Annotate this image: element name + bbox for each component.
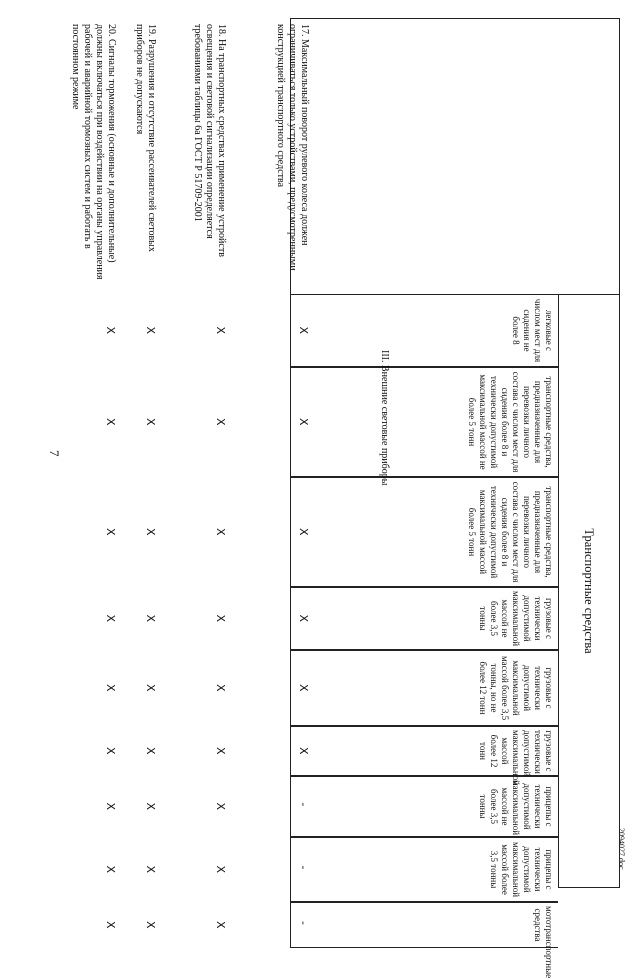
compliance-mark: X xyxy=(104,528,117,536)
compliance-mark: X xyxy=(104,802,117,811)
compliance-mark: X xyxy=(214,528,227,536)
compliance-mark: X xyxy=(104,921,117,929)
compliance-mark: X xyxy=(144,418,157,426)
column-header-3: транспортные средства, предназначенные для перевозки личного состава с числом мест для сидения более 8 и технически допустимой максимальной массой более 5 тонн xyxy=(290,477,558,587)
requirement-text-20: 20. Сигналы торможения (основные и дополнительные) должны включаться при воздействии на органы управления рабочей и аварийной тормозных систем и работать в постоянном режиме xyxy=(70,24,117,280)
compliance-mark: X xyxy=(104,326,117,335)
compliance-mark: X xyxy=(144,802,157,811)
header-table xyxy=(290,18,620,978)
compliance-mark: X xyxy=(214,865,227,874)
compliance-mark: X xyxy=(144,747,157,755)
compliance-mark: X xyxy=(144,684,157,692)
compliance-mark: X xyxy=(104,418,117,426)
compliance-mark: X xyxy=(297,528,310,536)
compliance-mark: X xyxy=(214,921,227,929)
column-header-8: прицепы с технически допустимой максимальной массой более 3,5 тонны xyxy=(290,837,558,902)
compliance-mark: X xyxy=(297,684,310,692)
column-header-2: транспортные средства, предназначенные для перевозки личного состава с числом мест для сидения более 8 и технически допустимой максимальной массой не более 5 тонн xyxy=(290,367,558,477)
compliance-mark: X xyxy=(297,326,310,335)
column-header-6: грузовые с технически допустимой максимальной массой более 12 тонн xyxy=(290,726,558,776)
compliance-mark: X xyxy=(297,418,310,426)
compliance-mark: X xyxy=(144,865,157,874)
compliance-mark: - xyxy=(297,802,310,807)
compliance-mark: X xyxy=(144,614,157,623)
file-name: 2094027.doc xyxy=(617,828,626,870)
compliance-mark: X xyxy=(214,326,227,335)
compliance-mark: X xyxy=(144,528,157,536)
column-header-4: грузовые с технически допустимой максимальной массой не более 3,5 тонны xyxy=(290,587,558,650)
compliance-mark: X xyxy=(104,747,117,755)
compliance-mark: X xyxy=(214,614,227,623)
compliance-mark: X xyxy=(214,684,227,692)
compliance-mark: X xyxy=(104,865,117,874)
column-header-5: грузовые с технически допустимой максимальной массой более 3,5 тонны, но не более 12 тонн xyxy=(290,650,558,726)
column-header-7: прицепы с технически допустимой максимальной массой не более 3,5 тонны xyxy=(290,776,558,837)
column-header-1: легковые с числом мест для сидения не более 8 xyxy=(290,294,558,367)
compliance-mark: - xyxy=(297,865,310,870)
requirement-text-18: 18. На транспортных средствах применение устройств освещения и световой сигнализации определяется требованиями таблицы 6а ГОСТ Р 51709-2001 xyxy=(192,24,227,257)
compliance-mark: X xyxy=(104,684,117,692)
compliance-mark: X xyxy=(297,747,310,755)
compliance-mark: X xyxy=(104,614,117,623)
compliance-mark: X xyxy=(144,921,157,929)
group-title-cell xyxy=(558,294,620,888)
compliance-mark: X xyxy=(214,747,227,755)
compliance-mark: X xyxy=(214,802,227,811)
requirement-header-cell xyxy=(290,18,620,294)
section-title: III. Внешние световые приборы xyxy=(379,350,390,486)
group-title: Транспортные средства xyxy=(582,528,596,654)
compliance-mark: X xyxy=(144,326,157,335)
requirement-text-19: 19. Разрушения и отсутствие рассеивателей световых приборов не допускаются xyxy=(134,24,157,252)
compliance-mark: - xyxy=(297,921,310,925)
requirement-text-17: 17. Максимальный поворот рулевого колеса должен ограничиваться только устройствами, предусмотренными конструкцией транспортного средства xyxy=(275,24,310,271)
compliance-mark: X xyxy=(297,614,310,623)
column-headers xyxy=(290,294,558,978)
compliance-mark: X xyxy=(214,418,227,426)
column-header-9: мототранспортные средства xyxy=(290,902,558,948)
page-number: 7 xyxy=(47,450,62,457)
